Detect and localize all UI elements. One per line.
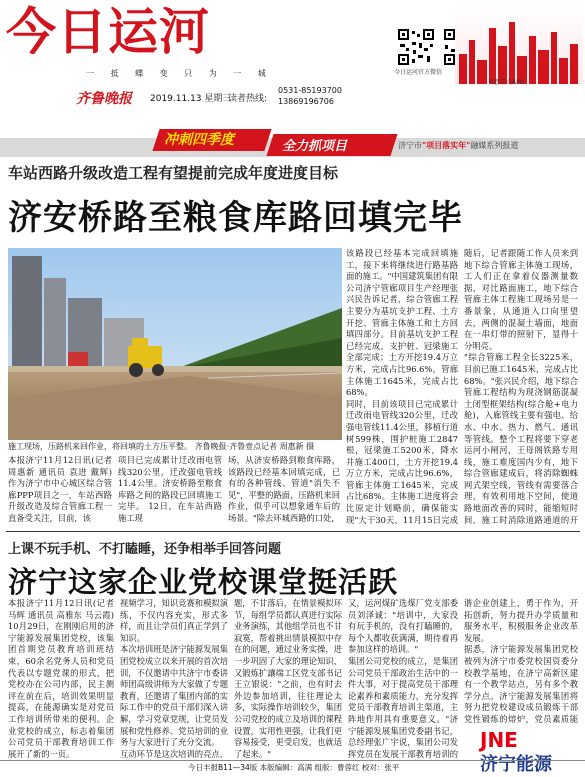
article1-column-3: 场，从济安桥路到粮食库路，该路段已经基本回填完成，已有的各种管线、管道"消失不见"，平整的路面，压路机来回作业，似乎可以想象通车后的场景。"除去环城西路的口处， — [228, 455, 340, 523]
article2-column-3: 题，不甘落后，在情景模拟环节，每组学员都认真进行实际业务演练，其他组学员也不甘寂寞，帮着挑出情景模拟中存在的问题，通过业务实操，进一步巩固了大家的理论知识，又锻炼扩讓端工区党支部书记王立银说："之前，也有时去外边参加培训，往往理论太多，实际操作培训较少，集团公司党校的成立及培训的课程设置，实用性更强，让我们更容易接受，更受启发，也就适了起来。" — [234, 598, 342, 758]
hotline-number-1: 0531-85193700 — [278, 86, 342, 95]
app-qr-caption: 齐鲁壹点APP — [488, 79, 524, 86]
banner-series-highlight: "项目落实年" — [422, 141, 471, 150]
article2-column-5: 谐企业创建上，勇于作为，开拓创新，努力提升办学质量和服务水平，积极服务企业改革发展。 据悉，济宁能源发展集团党校被列为济宁市委党校国资委分校教学基地，在济宁高新区建有一个教学站点，另有多个教学分点。济宁能源发展集团将努力把党校建设成员锻炼干部党性锻炼的熔炉，党员素质能 — [464, 598, 578, 724]
hotline-numbers — [278, 85, 342, 107]
hotline-number-2: 13869196706 — [278, 97, 334, 106]
article1-column-1: 本报济宁11月12日讯(记者 周惠新 通讯员 袁进 戴辉) 作为济宁市中心城区综合管廊PPP项目之一，车站西路升级改造及综合管廊工程一直备受关注，目前，该 — [8, 455, 112, 523]
banner-title-2: 全力抓项目 — [282, 139, 348, 154]
wechat-qr-caption: 今日运河官方微信 — [394, 69, 443, 76]
masthead-logo: 今日运河 — [6, 3, 210, 61]
section-divider — [6, 531, 580, 532]
banner-series-prefix: 济宁市 — [398, 141, 422, 150]
article1-headline: 济安桥路至粮食库路回填完毕 — [8, 198, 463, 238]
construction-site-photo — [8, 248, 342, 440]
article1-column-2: 项目已完成累计迁改雨电管线320公里，迁改强电管线11.4公里。济安桥路至粮食库路之间的路段已回填施工完毕。 12日，在车站西路施工现 — [118, 455, 222, 523]
masthead-slogan: 一 抵 蝶 变 只 为 一 城 — [86, 69, 273, 78]
article1-column-4: 该路段已经基本完成回填施工，接下来将继续进行路基路面的施工。"中国建筑集团有限公司济宁管廊项目生产经理张兴民告诉记者，综合管廊工程主要分为基坑支护工程、土方开挖、管廊主体施工和土方回填四部分。目前基坑支护工程已经完成，支护桩、冠梁施工全部完成；土方开挖19.4万立方米，完成占比96.6%，管廊主体施工1645米，完成占比68%。 同时，目前该项目已完成累计迁改雨电管线320公里，迁改强电管线11.4公里，移植行道树599株，围护桩施工2847根，冠梁施工5200米，降水井施工400口，土方开挖19.4万立方米，完成占比96.6%，管廊主体施工1645米，完成占比68%。主体施工进度将会比原定计划略前，确保能实现"大干30天，11月15日完成 — [346, 248, 458, 524]
article1-kicker: 车站西路升级改造工程有望提前完成年度进度目标 — [8, 164, 339, 182]
article1-column-5: 随后，记者跟随工作人员来到地下综合管廊主体施工现场，工人们正在拿着仪器测量数据，对比路面施工，地下综合管廊主体工程施工现场另是一番景象，从通道入口向里望去，两侧的混凝土墙面，地面在一串灯带的照射下，显得十分明亮。 "综合管廊工程全长3225米，目前已施工1645米，完成占比68%。"张兴民介绍，地下综合管廊工程结构为现浇钢筋混凝土闭型框架结构(综合舱+电力舱)，入廊管线主要有强电、给水、中水、热力、燃气、通讯等管线。整个工程将要下穿老运河小闸河，王母阁铁路专用线，施工难度国内少有，地下综合管廊建成后，将消除蜘蛛网式架空线，管线有需要落合理，有效利用地下空间，使道路地面改善的同时，能缩短时间，施工时消除道路通道的开 — [464, 248, 578, 524]
article2-column-1: 本报济宁11月12日讯(记者 马辉 通讯员 高雅东 马云霞) 10月29日，在刚刚启用的济宁能源发展集团党校，该集团首期党员教育培训班结束，60余名党务人员和党员代表以专题党课的形式，把党校办在公司内部，民主测评在前在后，培训效果明显提高，在能源确实是对党员工作培训所带来的便利。企业党校的成立，标志着集团公司党员干部教育培训工作展开了新的一页。 — [8, 598, 114, 758]
construction-photo-illustration — [8, 248, 342, 440]
jne-company-name: 济宁能源 — [480, 754, 552, 775]
article2-column-2: 视频学习，知识竞赛和模拟演练，不仅内容充实，形式多样，而且让学员们真正学到了知识。 本次培训班是济宁能源发展集团党校成立以来开展的首次培训，不仅邀请中共济宁市委讲师团高级讲师为大家做了专题教育，还邀请了集团内部的实际工作中的党员干部们深入讲解，学习党章党规，让党员发展和党性修养、党员培训的业务与大家进行了充分交流。 互动环节是这次培训的亮点， — [120, 598, 228, 758]
banner-series-suffix: 融媒系列报道 — [470, 141, 519, 150]
article2-headline: 济宁这家企业党校课堂挺活跃 — [8, 565, 399, 599]
hotline-label: 读者热线: — [228, 94, 268, 104]
jne-logo: JNE — [480, 728, 518, 752]
newspaper-brand: 齐鲁晚报 — [76, 91, 132, 107]
issue-date: 2019.11.13 星期三 — [150, 94, 232, 104]
banner-title-1: 冲刺四季度 — [164, 132, 234, 148]
photo-caption: 施工现场，压路机来回作业，将回填的土方压平整。 齐鲁晚报·齐鲁壹点记者 周惠新 摄 — [8, 442, 315, 451]
article2-kicker: 上课不玩手机、不打瞌睡，还争相举手回答问题 — [8, 542, 282, 557]
banner-series-label — [398, 140, 518, 151]
footer-credits: 今日丰报B11—34版 本版编辑：高满 组版：曹蓉红 校对：张平 — [188, 763, 400, 772]
article2-column-4: 又，运河煤矿选煤厂党支部委员刘泽诚："培训中，大家没有玩手机的，没有打瞌睡的，每个人都收获满满，期待着再参加这样的培训。" 集团公司党校的成立，是集团公司党员干部政治生活中的一件大事，对于提高党员干部理论素养和素质能力，充分发挥党员干部教育培训主渠道，主阵地作用具有重要意义。"济宁能源发展集团党委副书记，总经理张广宇说，集团公司发挥党员在发展干部教育培训的 — [348, 598, 458, 758]
city-skyline-graphic — [455, 4, 583, 84]
wechat-qr-code-icon — [397, 28, 435, 66]
